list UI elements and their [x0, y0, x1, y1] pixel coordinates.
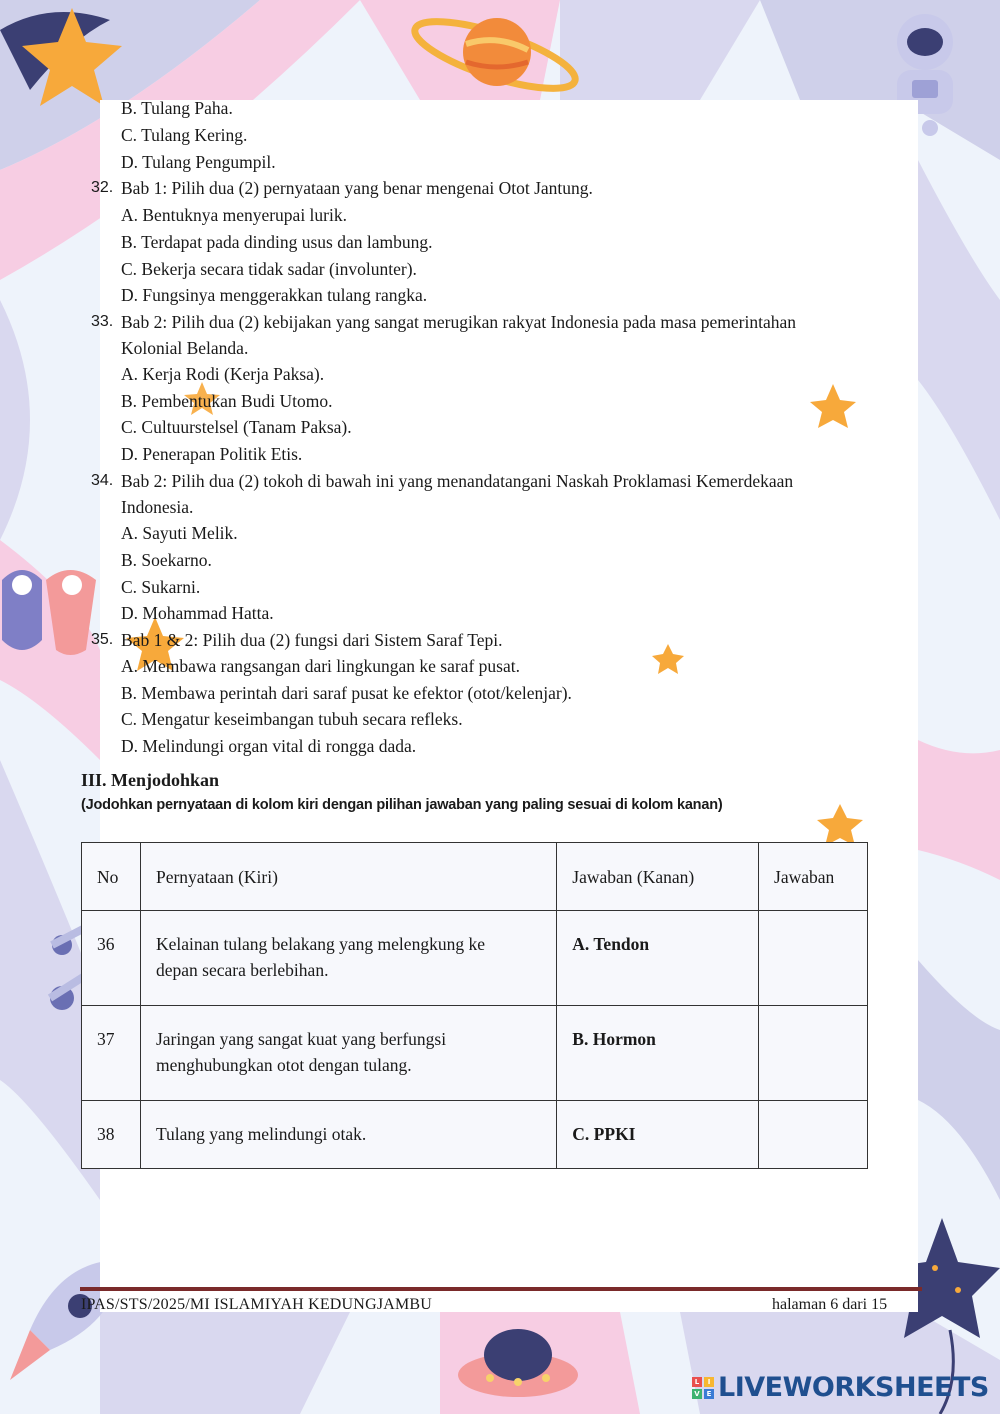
answer-drop-zone[interactable]	[759, 911, 868, 1006]
row-number: 36	[82, 911, 141, 1006]
question-number-32: 32.	[91, 179, 114, 196]
table-row	[82, 911, 868, 1006]
question-number-35: 35.	[91, 631, 114, 648]
option-35-b[interactable]: B. Membawa perintah dari saraf pusat ke efektor (otot/kelenjar).	[121, 683, 572, 703]
question-number-34: 34.	[91, 472, 114, 489]
statement-line: depan secara berlebihan.	[155, 960, 329, 980]
statement-line: Kelainan tulang belakang yang melengkung ke	[155, 934, 485, 954]
statement-line: Jaringan yang sangat kuat yang berfungsi	[155, 1029, 447, 1049]
answer-drop-zone[interactable]	[759, 1101, 868, 1169]
row-choice: A. Tendon	[557, 911, 759, 1006]
question-35-text: Bab 1 & 2: Pilih dua (2) fungsi dari Sistem Saraf Tepi.	[121, 630, 503, 650]
statement-line: menghubungkan otot dengan tulang.	[155, 1055, 412, 1075]
table-row	[82, 1006, 868, 1101]
option-33-a[interactable]: A. Kerja Rodi (Kerja Paksa).	[121, 364, 325, 384]
logo-letter: L	[692, 1377, 702, 1387]
option-33-b[interactable]: B. Pembentukan Budi Utomo.	[121, 391, 333, 411]
footer-document-code: IPAS/STS/2025/MI ISLAMIYAH KEDUNGJAMBU	[81, 1296, 433, 1313]
row-statement: Tulang yang melindungi otak.	[140, 1101, 556, 1169]
row-choice: B. Hormon	[557, 1006, 759, 1101]
header-choice: Jawaban (Kanan)	[557, 843, 759, 911]
section-title: III. Menjodohkan	[81, 770, 220, 790]
option-33-c[interactable]: C. Cultuurstelsel (Tanam Paksa).	[121, 417, 352, 437]
option-35-a[interactable]: A. Membawa rangsangan dari lingkungan ke saraf pusat.	[121, 656, 520, 676]
question-34-text-line2: Indonesia.	[121, 497, 194, 517]
question-33-text-line2: Kolonial Belanda.	[121, 338, 249, 358]
logo-letter: E	[704, 1389, 714, 1399]
question-33-text-line1: Bab 2: Pilih dua (2) kebijakan yang sangat merugikan rakyat Indonesia pada masa pemerintahan	[121, 312, 796, 332]
logo-letter: I	[704, 1377, 714, 1387]
option-31-c: C. Tulang Kering.	[121, 125, 248, 145]
option-32-b[interactable]: B. Terdapat pada dinding usus dan lambung.	[121, 232, 433, 252]
option-34-b[interactable]: B. Soekarno.	[121, 550, 212, 570]
option-34-a[interactable]: A. Sayuti Melik.	[121, 523, 238, 543]
question-32-text: Bab 1: Pilih dua (2) pernyataan yang benar mengenai Otot Jantung.	[121, 178, 593, 198]
option-34-d[interactable]: D. Mohammad Hatta.	[121, 603, 274, 623]
matching-table	[81, 842, 868, 1169]
footer-divider	[80, 1287, 922, 1291]
logo-grid-icon	[692, 1377, 714, 1399]
answer-drop-zone[interactable]	[759, 1006, 868, 1101]
option-34-c[interactable]: C. Sukarni.	[121, 577, 201, 597]
question-34-text-line1: Bab 2: Pilih dua (2) tokoh di bawah ini yang menandatangani Naskah Proklamasi Kemerdekaan	[121, 471, 794, 491]
option-35-d[interactable]: D. Melindungi organ vital di rongga dada.	[121, 736, 417, 756]
row-statement	[140, 1006, 556, 1101]
option-35-c[interactable]: C. Mengatur keseimbangan tubuh secara refleks.	[121, 709, 463, 729]
question-number-33: 33.	[91, 313, 114, 330]
logo-letter: V	[692, 1389, 702, 1399]
liveworksheets-logo[interactable]	[692, 1372, 989, 1403]
row-choice: C. PPKI	[557, 1101, 759, 1169]
row-number: 38	[82, 1101, 141, 1169]
table-row	[82, 1101, 868, 1169]
footer-page-number: halaman 6 dari 15	[772, 1296, 888, 1313]
section-instructions: (Jodohkan pernyataan di kolom kiri dengan pilihan jawaban yang paling sesuai di kolom kanan)	[81, 797, 723, 813]
header-no: No	[82, 843, 141, 911]
header-answer: Jawaban	[759, 843, 868, 911]
option-33-d[interactable]: D. Penerapan Politik Etis.	[121, 444, 303, 464]
row-number: 37	[82, 1006, 141, 1101]
option-32-c[interactable]: C. Bekerja secara tidak sadar (involunter).	[121, 259, 417, 279]
option-32-d[interactable]: D. Fungsinya menggerakkan tulang rangka.	[121, 285, 428, 305]
option-31-d: D. Tulang Pengumpil.	[121, 152, 276, 172]
brand-name: LIVEWORKSHEETS	[718, 1372, 989, 1403]
option-32-a[interactable]: A. Bentuknya menyerupai lurik.	[121, 205, 347, 225]
option-31-b: B. Tulang Paha.	[121, 98, 233, 118]
row-statement	[140, 911, 556, 1006]
table-header-row	[82, 843, 868, 911]
header-statement: Pernyataan (Kiri)	[140, 843, 556, 911]
